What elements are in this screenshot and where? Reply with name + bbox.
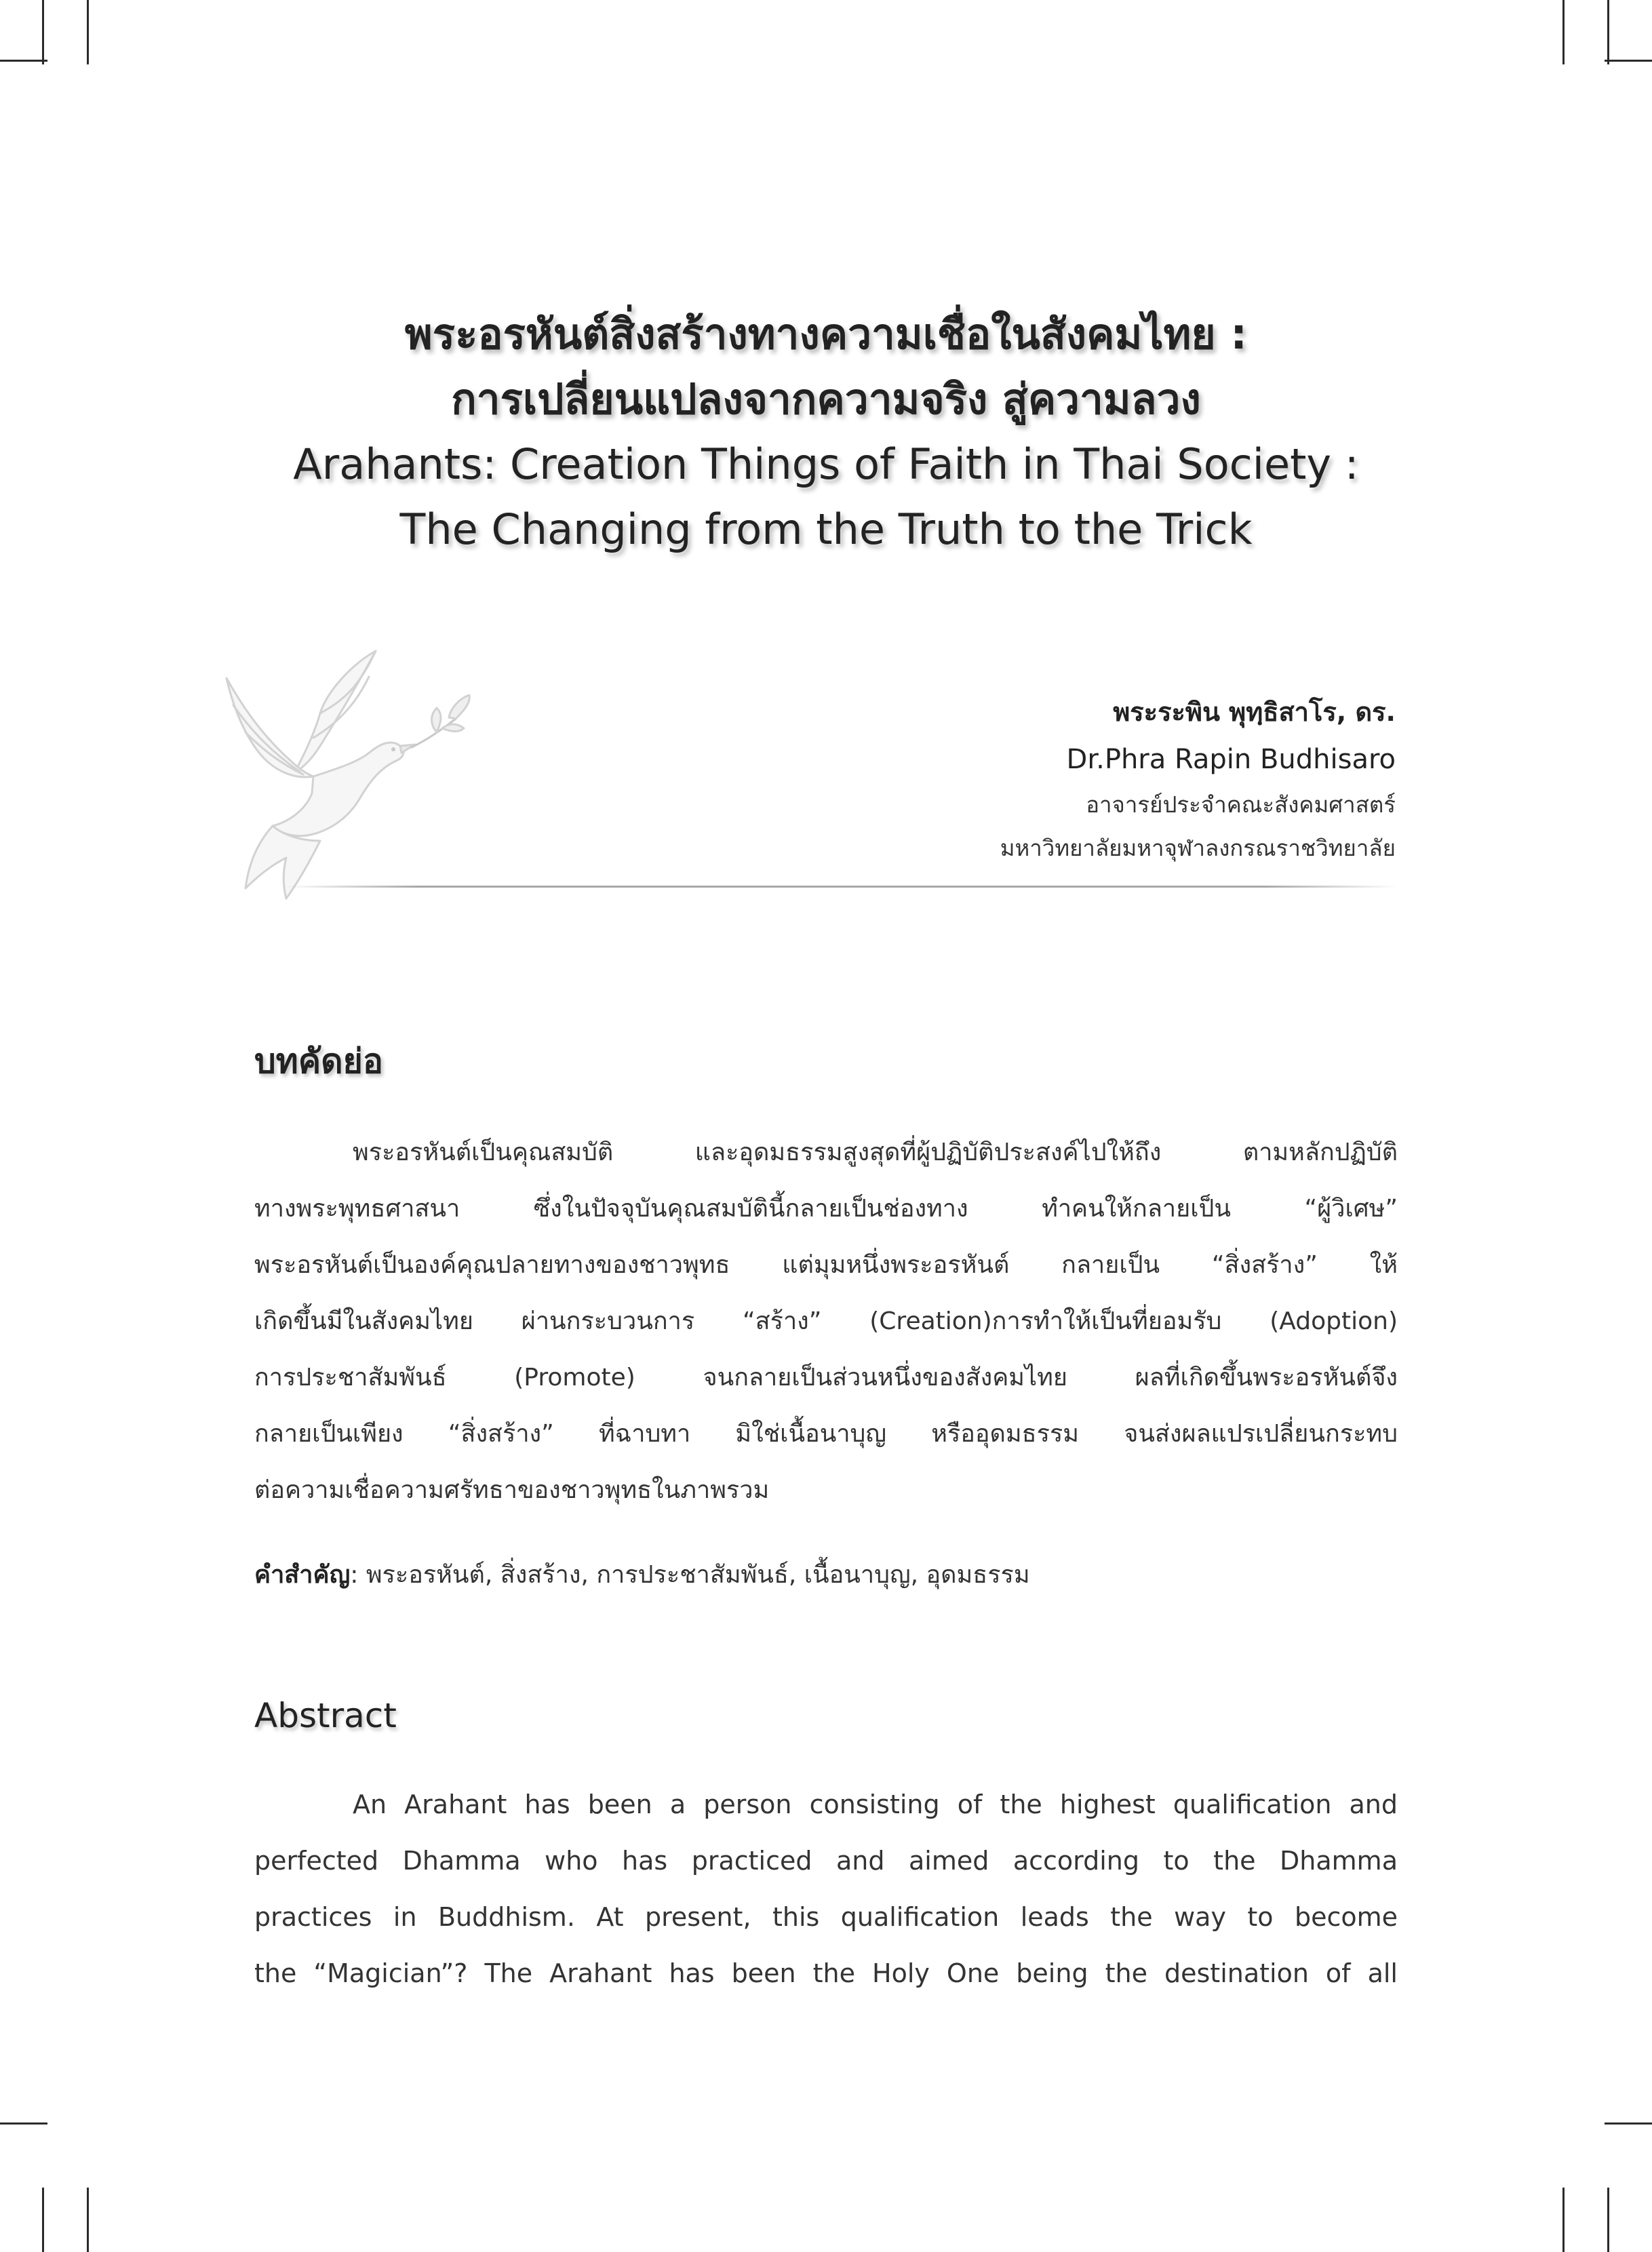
abstract-line: ทางพระพุทธศาสนา ซึ่งในปัจจุบันคุณสมบัตินี้กลายเป็นช่องทาง ทำคนให้กลายเป็น “ผู้วิเศษ” — [254, 1195, 1398, 1223]
crop-mark — [1562, 0, 1565, 64]
crop-mark — [1607, 2188, 1609, 2252]
english-abstract-body — [254, 1777, 1398, 2002]
abstract-line: พระอรหันต์เป็นคุณสมบัติ และอุดมธรรมสูงสุดที่ผู้ปฏิบัติประสงค์ไปให้ถึง ตามหลักปฏิบัติ — [353, 1139, 1398, 1166]
crop-mark — [87, 0, 89, 64]
author-position: อาจารย์ประจำคณะสังคมศาสตร์ — [1086, 791, 1396, 818]
author-divider — [285, 886, 1397, 888]
author-name-english: Dr.Phra Rapin Budhisaro — [1066, 744, 1396, 775]
title-thai-line-2: การเปลี่ยนแปลงจากความจริง สู่ความลวง — [451, 374, 1201, 424]
author-info — [1000, 688, 1396, 870]
abstract-line: perfected Dhamma who has practiced and aimed according to the Dhamma — [254, 1846, 1398, 1876]
crop-mark — [0, 2122, 47, 2125]
crop-mark — [87, 2188, 89, 2252]
title-english-line-2: The Changing from the Truth to the Trick — [399, 505, 1253, 554]
abstract-line: ต่อความเชื่อความศรัทธาของชาวพุทธในภาพรวม — [254, 1476, 770, 1504]
thai-abstract-body — [254, 1124, 1398, 1518]
crop-mark — [42, 2188, 44, 2252]
keywords-list: : พระอรหันต์, สิ่งสร้าง, การประชาสัมพันธ์, เนื้อนาบุญ, อุดมธรรม — [350, 1561, 1030, 1589]
keywords — [254, 1552, 1030, 1599]
abstract-line: An Arahant has been a person consisting of the highest qualification and — [353, 1790, 1398, 1819]
dove-with-olive-branch-icon — [218, 637, 476, 902]
author-name-thai: พระระพิน พุทฺธิสาโร, ดร. — [1113, 697, 1396, 727]
keywords-label: คำสำคัญ — [254, 1561, 351, 1589]
author-institution: มหาวิทยาลัยมหาจุฬาลงกรณราชวิทยาลัย — [1000, 835, 1396, 861]
abstract-line: เกิดขึ้นมีในสังคมไทย ผ่านกระบวนการ “สร้าง” (Creation)การทำให้เป็นที่ยอมรับ (Adoption) — [254, 1307, 1398, 1335]
crop-mark — [1607, 0, 1609, 64]
abstract-line: พระอรหันต์เป็นองค์คุณปลายทางของชาวพุทธ แต่มุมหนึ่งพระอรหันต์ กลายเป็น “สิ่งสร้าง” ให้ — [254, 1251, 1398, 1279]
abstract-line: กลายเป็นเพียง “สิ่งสร้าง” ที่ฉาบทา มิใช่เนื้อนาบุญ หรืออุดมธรรม จนส่งผลแปรเปลี่ยนกระทบ — [254, 1420, 1398, 1448]
english-abstract-heading: Abstract — [254, 1696, 397, 1735]
abstract-line: the “Magician”? The Arahant has been the Holy One being the destination of all — [254, 1958, 1398, 1988]
thai-abstract-heading: บทคัดย่อ — [254, 1042, 383, 1081]
article-title — [0, 302, 1652, 562]
abstract-line: practices in Buddhism. At present, this qualification leads the way to become — [254, 1902, 1398, 1932]
crop-mark — [0, 60, 47, 62]
crop-mark — [1562, 2188, 1565, 2252]
title-english-line-1: Arahants: Creation Things of Faith in Thai Society : — [293, 439, 1359, 489]
crop-mark — [42, 0, 44, 64]
abstract-line: การประชาสัมพันธ์ (Promote) จนกลายเป็นส่วนหนึ่งของสังคมไทย ผลที่เกิดขึ้นพระอรหันต์จึง — [254, 1364, 1398, 1391]
crop-mark — [1605, 2122, 1652, 2125]
crop-mark — [1605, 60, 1652, 62]
title-thai-line-1: พระอรหันต์สิ่งสร้างทางความเชื่อในสังคมไทย : — [404, 309, 1248, 359]
